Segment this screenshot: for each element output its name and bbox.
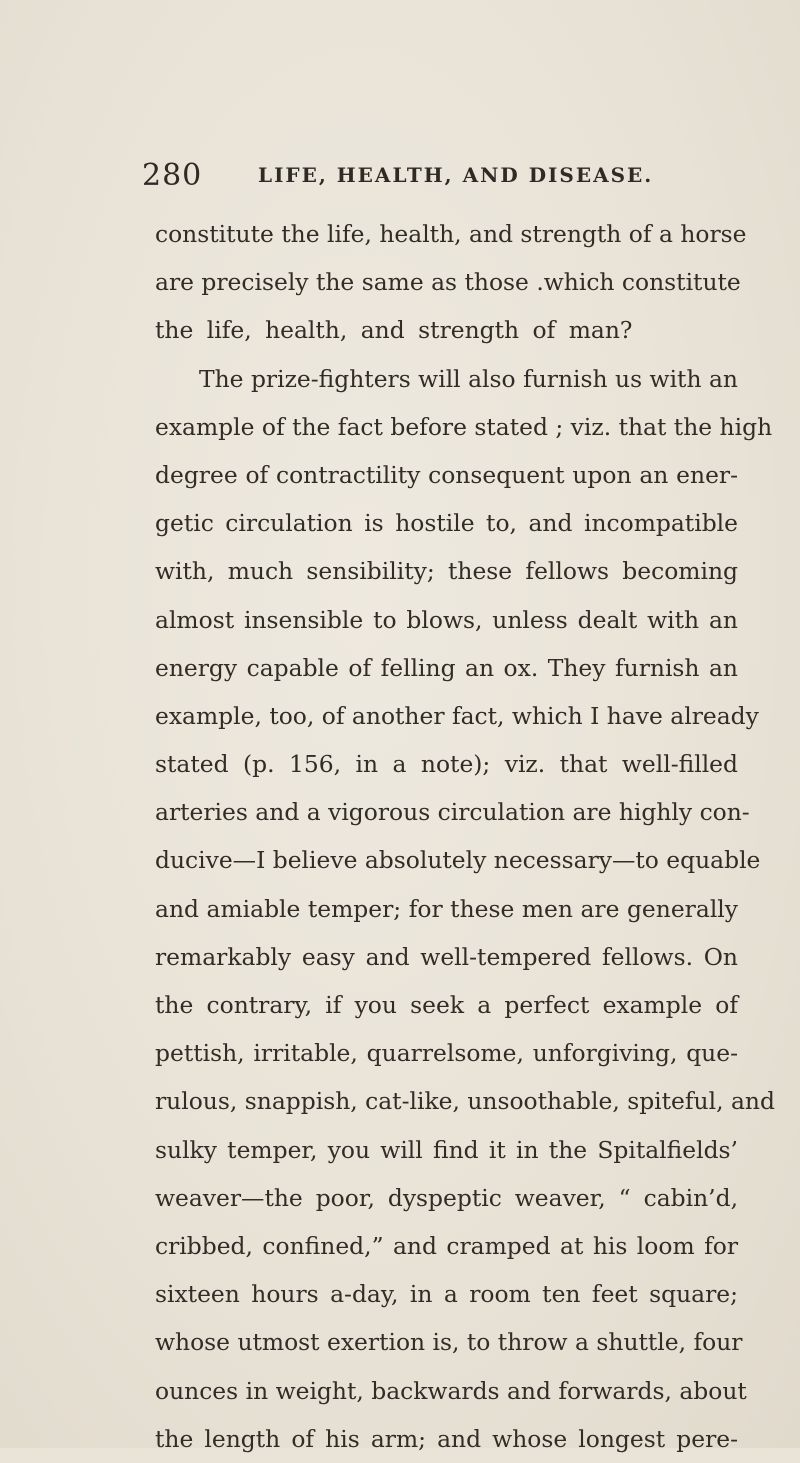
text-line: remarkably easy and well-tempered fellows. On — [155, 942, 738, 971]
text-line: the length of his arm; and whose longest pere- — [155, 1424, 738, 1453]
text-line: and amiable temper; for these men are generally — [155, 894, 738, 923]
page-header — [142, 158, 752, 198]
page-number: 280 — [142, 158, 203, 193]
text-line: constitute the life, health, and strength of a horse — [155, 220, 747, 248]
text-line: example, too, of another fact, which I have already — [155, 701, 759, 730]
text-line: degree of contractility consequent upon an ener- — [155, 460, 738, 489]
text-line: arteries and a vigorous circulation are highly con- — [155, 798, 750, 827]
text-line: ducive—I believe absolutely necessary—to equable — [155, 846, 761, 875]
text-line: energy capable of felling an ox. They furnish an — [155, 653, 738, 682]
text-line: weaver—the poor, dyspeptic weaver, “ cabin’d, — [155, 1183, 738, 1212]
text-line: the contrary, if you seek a perfect example of — [155, 991, 738, 1019]
text-line: whose utmost exertion is, to throw a shuttle, four — [155, 1328, 743, 1357]
text-line: example of the fact before stated ; viz. that the high — [155, 412, 773, 441]
text-line: rulous, snappish, cat-like, unsoothable, spiteful, and — [155, 1087, 775, 1116]
text-line: cribbed, confined,” and cramped at his loom for — [155, 1231, 738, 1260]
text-line: ounces in weight, backwards and forwards, about — [155, 1376, 747, 1405]
text-line: are precisely the same as those .which constitute — [155, 268, 741, 297]
body-text — [155, 210, 775, 1463]
text-line: The prize-fighters will also furnish us with an — [199, 364, 738, 393]
text-line: sixteen hours a-day, in a room ten feet square; — [155, 1280, 738, 1309]
text-line: getic circulation is hostile to, and incompatible — [155, 509, 738, 538]
running-head: LIFE, HEALTH, AND DISEASE. — [258, 163, 654, 187]
text-line: stated (p. 156, in a note); viz. that well-filled — [155, 750, 738, 779]
text-line: sulky temper, you will find it in the Spitalfields’ — [155, 1135, 738, 1164]
text-line: with, much sensibility; these fellows becoming — [155, 557, 738, 586]
text-line: the life, health, and strength of man? — [155, 316, 633, 345]
text-line: almost insensible to blows, unless dealt with an — [155, 605, 738, 634]
text-line: pettish, irritable, quarrelsome, unforgiving, que- — [155, 1039, 738, 1068]
